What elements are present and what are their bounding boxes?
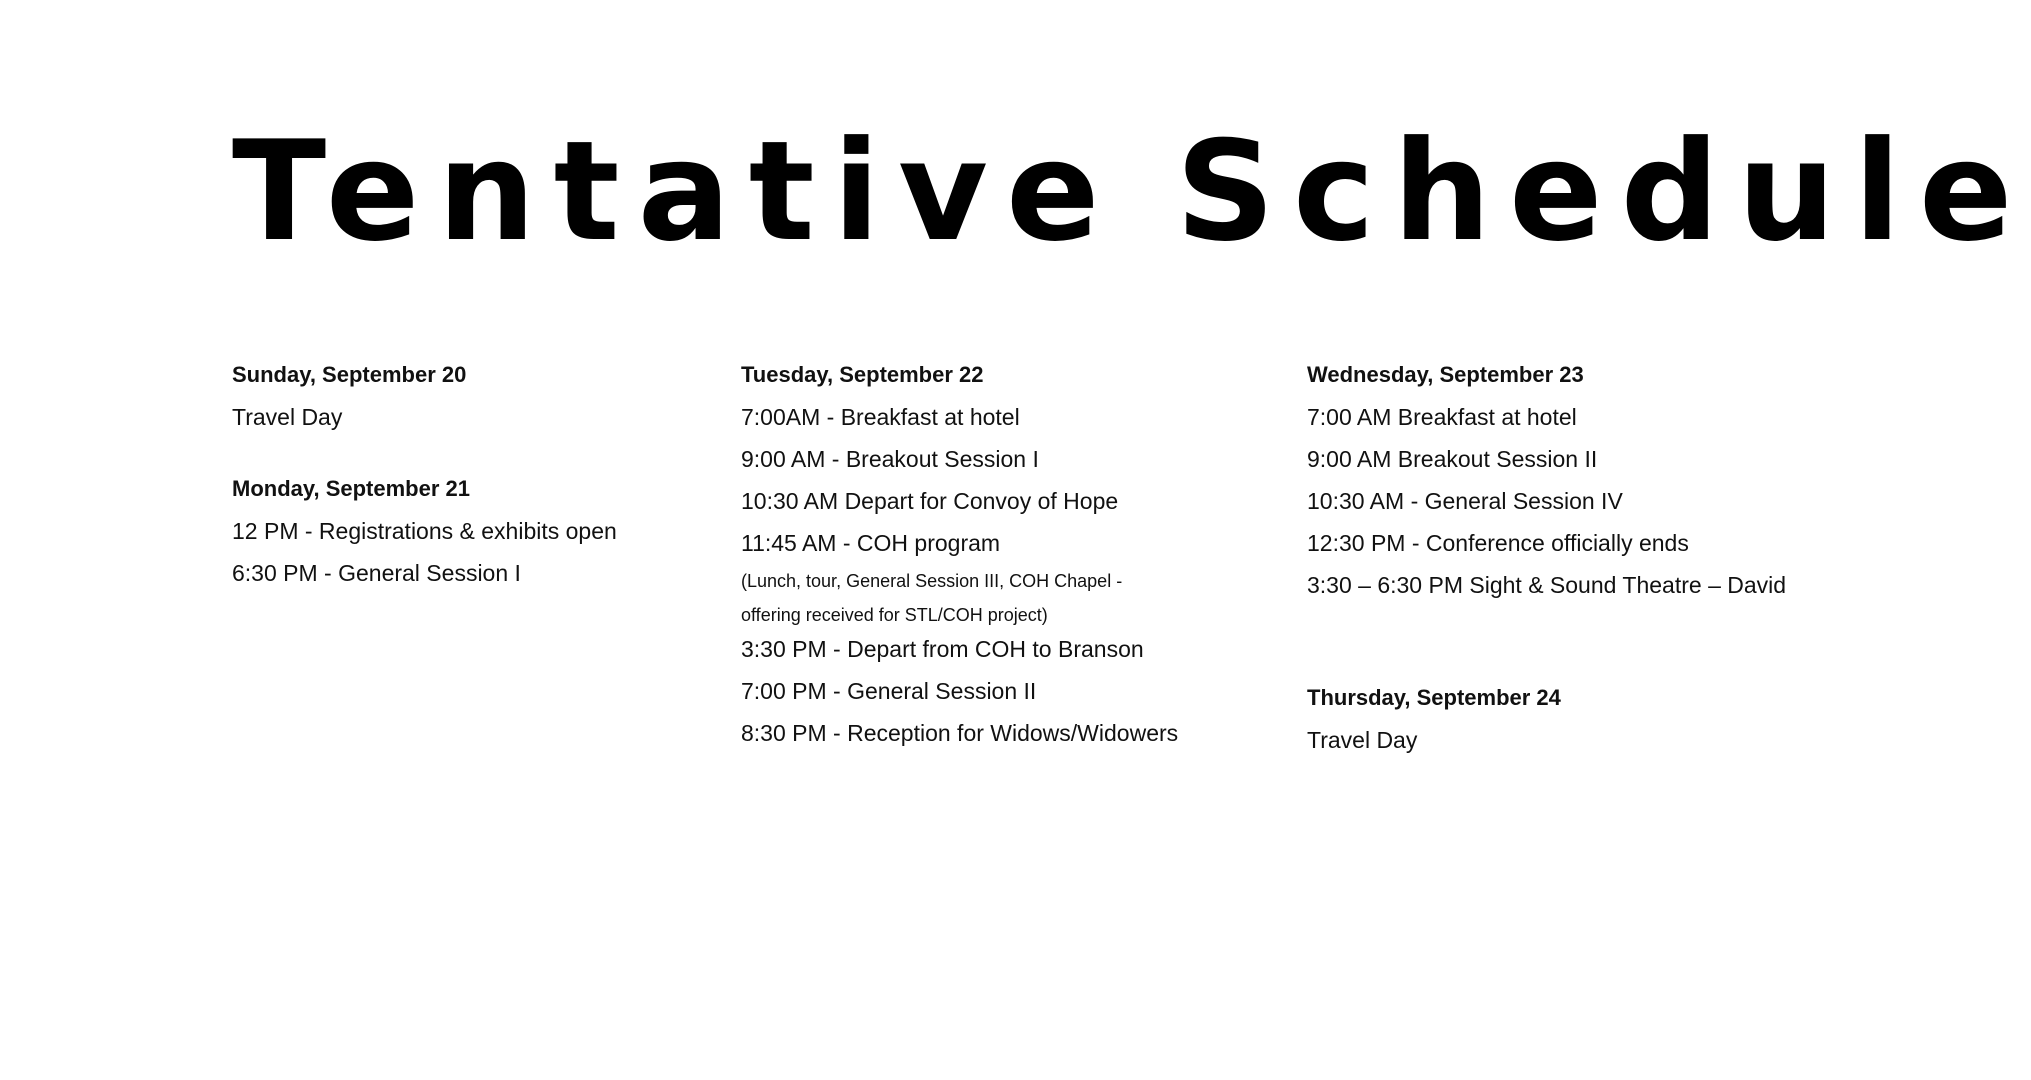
schedule-item: Travel Day xyxy=(232,404,343,430)
schedule-item: 12:30 PM - Conference officially ends xyxy=(1307,530,1689,556)
title-word-schedule: Schedule xyxy=(1175,111,2031,272)
schedule-item: 6:30 PM - General Session I xyxy=(232,560,521,586)
schedule-item: 7:00AM - Breakfast at hotel xyxy=(741,404,1020,430)
section-spacer xyxy=(1307,612,1907,683)
day-heading-thursday: Thursday, September 24 xyxy=(1307,685,1561,710)
day-heading-tuesday: Tuesday, September 22 xyxy=(741,362,984,387)
schedule-item: 9:00 AM - Breakout Session I xyxy=(741,446,1039,472)
day-heading-wednesday: Wednesday, September 23 xyxy=(1307,362,1584,387)
schedule-column-3 xyxy=(1307,360,1907,767)
schedule-item: 11:45 AM - COH program xyxy=(741,530,1001,556)
schedule-note: (Lunch, tour, General Session III, COH Chapel - offering received for STL/COH project) xyxy=(741,571,1123,625)
schedule-item: 10:30 AM - General Session IV xyxy=(1307,488,1623,514)
schedule-item: Travel Day xyxy=(1307,727,1418,753)
page-title xyxy=(232,112,2031,272)
section-spacer xyxy=(232,444,702,474)
schedule-column-1 xyxy=(232,360,702,600)
title-word-tentative: Tentative xyxy=(232,111,1118,272)
schedule-item: 3:30 PM - Depart from COH to Branson xyxy=(741,636,1144,662)
schedule-item: 7:00 AM Breakfast at hotel xyxy=(1307,404,1577,430)
schedule-item: 3:30 – 6:30 PM Sight & Sound Theatre – David xyxy=(1307,572,1787,598)
schedule-item: 8:30 PM - Reception for Widows/Widowers xyxy=(741,720,1179,746)
day-heading-sunday: Sunday, September 20 xyxy=(232,362,467,387)
schedule-column-2 xyxy=(741,360,1281,760)
schedule-item: 7:00 PM - General Session II xyxy=(741,678,1037,704)
day-heading-monday: Monday, September 21 xyxy=(232,476,470,501)
schedule-item: 9:00 AM Breakout Session II xyxy=(1307,446,1598,472)
schedule-item: 10:30 AM Depart for Convoy of Hope xyxy=(741,488,1119,514)
schedule-item: 12 PM - Registrations & exhibits open xyxy=(232,518,617,544)
